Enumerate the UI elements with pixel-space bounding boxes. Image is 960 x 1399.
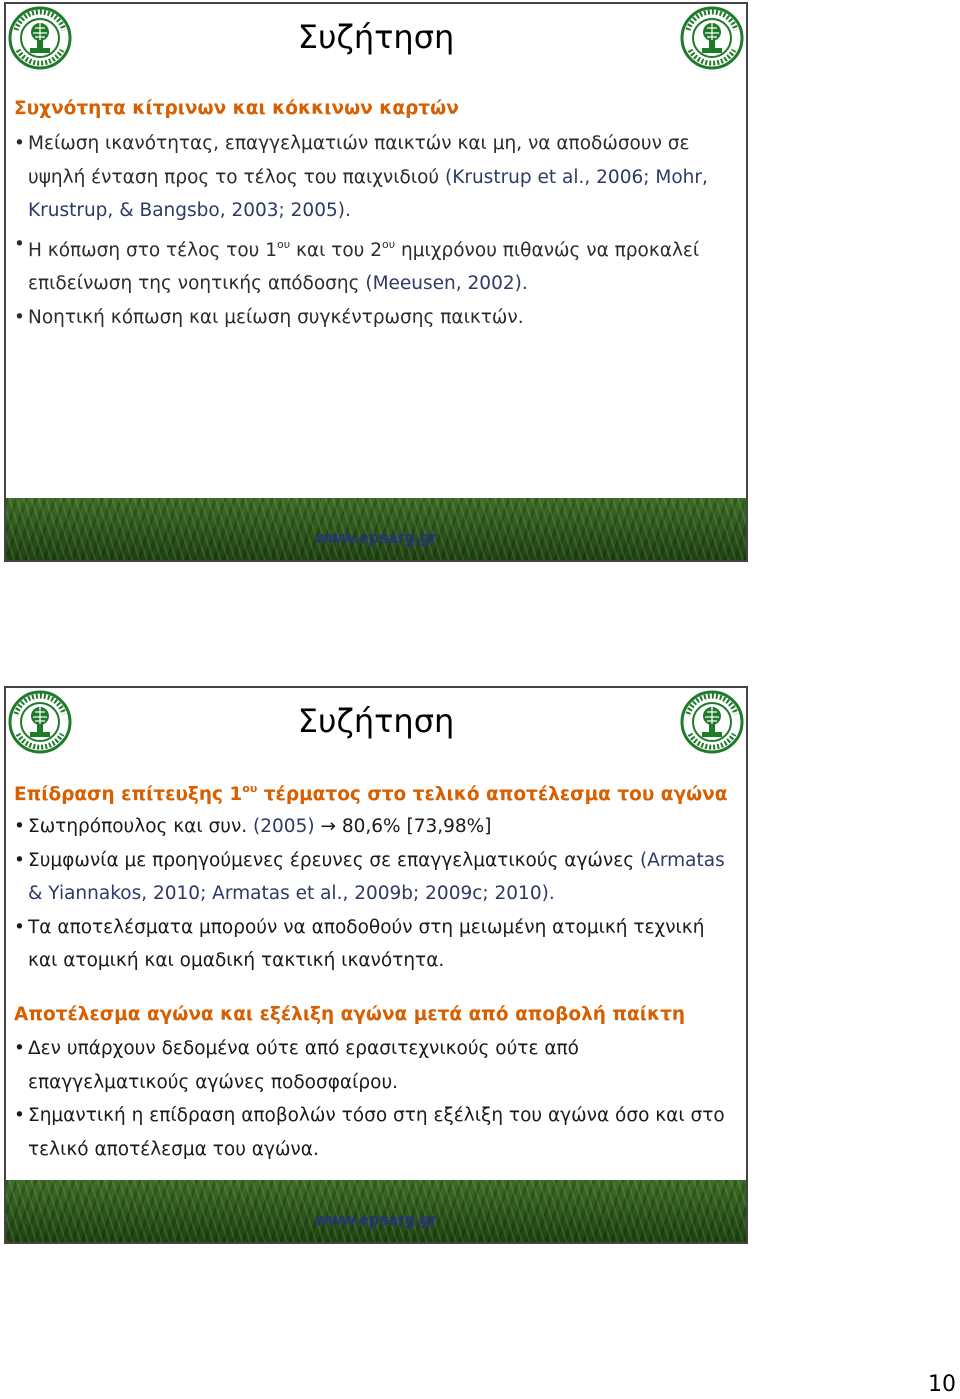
slide-2 [4,686,748,1244]
bullet-text: Νοητική κόπωση και μείωση συγκέντρωσης παικτών. [28,306,524,328]
bullet-text: Η κόπωση στο τέλος του 1 [28,239,277,261]
list-item [14,301,736,335]
citation: (2005) [253,816,315,837]
slide-title: Συζήτηση [297,702,455,740]
citation: (Meeusen, 2002). [365,273,528,294]
bullet-text: Δεν υπάρχουν δεδομένα ούτε από ερασιτεχνικούς ούτε από επαγγελματικούς αγώνες ποδοσφαίρου. [28,1038,579,1093]
section-heading: Συχνότητα κίτρινων και κόκκινων καρτών [14,98,459,119]
bullet-text: Σωτηρόπουλος και συν. [28,816,254,837]
bullet-text: Συμφωνία με προηγούμενες έρευνες σε επαγγελματικούς αγώνες [28,849,640,871]
superscript: ου [382,237,396,251]
list-item [14,1099,736,1166]
superscript: ου [277,237,291,251]
page-number: 10 [928,1372,956,1397]
grass-footer [6,498,746,560]
bullet-text: Μείωση ικανότητας, επαγγελματιών παικτών και μη, να αποδώσουν σε υψηλή ένταση προς το τέλος του παιχνιδιού [28,133,690,188]
slide-title: Συζήτηση [297,18,455,56]
superscript: ου [242,782,258,795]
bullet-text: και του 2 [290,239,383,261]
heading-text: τέρματος στο τελικό αποτέλεσμα του αγώνα [257,784,728,805]
section-heading: Αποτέλεσμα αγώνα και εξέλιξη αγώνα μετά από αποβολή παίκτη [14,1004,686,1025]
bullet-list [14,810,736,978]
bullet-text: 80,6% [73,98%] [341,816,492,837]
citation: (Krustrup et al., 2006; Mohr, Krustrup, & Bangsbo, 2003; 2005). [28,166,708,221]
bullet-text: Σημαντική η επίδραση αποβολών τόσο στη εξέλιξη του αγώνα όσο και στο τελικό αποτέλεσμα του αγώνα. [28,1105,725,1160]
footer-url[interactable]: www.epsarg.gr [315,1210,437,1229]
list-item [14,844,736,911]
list-item [14,127,736,228]
slide-1 [4,2,748,562]
arrow-icon: → [314,816,342,837]
section-heading [14,782,727,805]
bullet-list [14,1032,736,1166]
footer-url[interactable]: www.epsarg.gr [315,528,437,547]
list-item [14,810,736,844]
grass-footer [6,1180,746,1242]
bullet-text: ημιχρόνου πιθανώς να προκαλεί επιδείνωση της νοητικής απόδοσης [28,239,700,294]
bullet-text: Τα αποτελέσματα μπορούν να αποδοθούν στη μειωμένη ατομική τεχνική και ατομική και ομαδική τακτική ικανότητα. [28,916,705,971]
list-item [14,228,736,301]
heading-text: Επίδραση επίτευξης 1 [14,784,243,805]
citation: (Armatas & Yiannakos, 2010; Armatas et al., 2009b; 2009c; 2010). [28,849,725,904]
list-item [14,1032,736,1099]
list-item [14,911,736,978]
bullet-list [14,127,736,334]
